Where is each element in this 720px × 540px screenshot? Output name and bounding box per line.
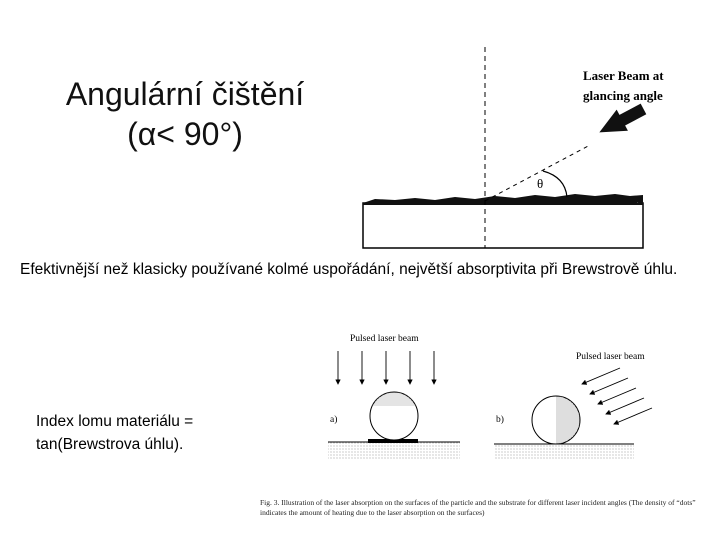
laser-beam-label-line-2: glancing angle bbox=[583, 88, 663, 103]
title-line-2: (α< 90°) bbox=[127, 116, 243, 152]
note-line-2: tan(Brewstrova úhlu). bbox=[36, 436, 184, 453]
beam-path bbox=[485, 145, 590, 201]
figure-caption: Fig. 3. Illustration of the laser absorption on the surfaces of the particle and the substrate for different laser incident angles (The density of “dots” indicates the amount of heating due to the laser absorption on the surfaces) bbox=[260, 498, 696, 517]
panel-a-label: a) bbox=[330, 415, 338, 425]
substrate-b bbox=[494, 444, 634, 460]
laser-beam-label bbox=[583, 66, 703, 106]
svg-text:.: . bbox=[637, 199, 639, 205]
note-line-1: Index lomu materiálu = bbox=[36, 413, 194, 430]
particle-absorption-diagram bbox=[258, 286, 708, 522]
panel-b-label: b) bbox=[496, 415, 504, 425]
substrate bbox=[363, 203, 643, 248]
pulsed-beam-label-b: Pulsed laser beam bbox=[576, 352, 645, 362]
substrate-a bbox=[328, 442, 460, 460]
contamination-layer bbox=[363, 194, 643, 205]
slide-title bbox=[30, 74, 340, 154]
angle-arc bbox=[543, 171, 567, 197]
pulsed-beam-label-a: Pulsed laser beam bbox=[350, 334, 419, 344]
angled-beam-arrows bbox=[582, 368, 652, 424]
body-text: Efektivnější než klasicky používané kolmé uspořádání, největší absorptivita při Brewstrově úhlu. bbox=[20, 261, 678, 278]
laser-beam-label-line-1: Laser Beam at bbox=[583, 68, 664, 83]
title-line-1: Angulární čištění bbox=[65, 76, 305, 112]
theta-symbol: θ bbox=[537, 176, 544, 191]
vertical-beam-arrows bbox=[338, 351, 434, 384]
refractive-index-note bbox=[36, 410, 266, 456]
